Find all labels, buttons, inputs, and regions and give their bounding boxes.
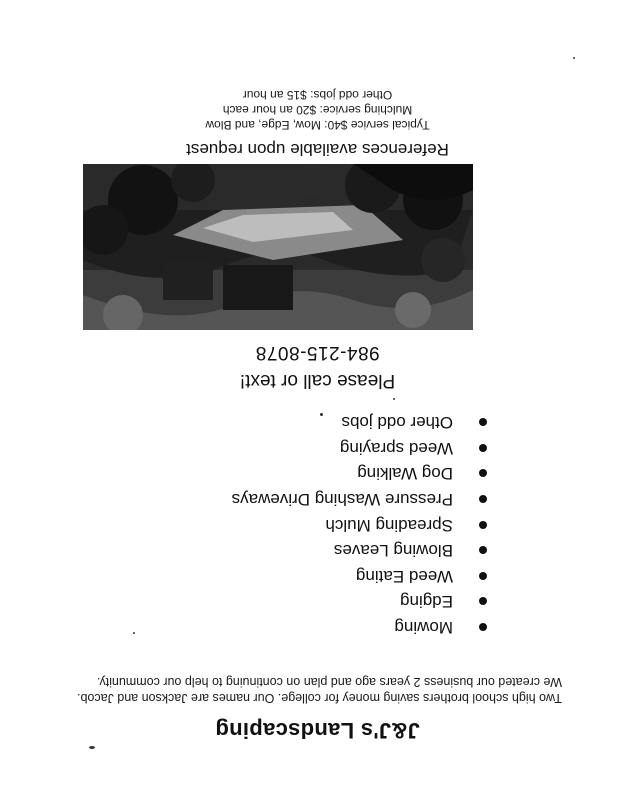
bullet-icon xyxy=(479,418,487,426)
service-item xyxy=(232,410,487,436)
service-label: Dog Walking xyxy=(357,464,453,484)
scan-speck xyxy=(133,632,135,634)
service-label: Spreading Mulch xyxy=(325,515,453,535)
service-label: Edging xyxy=(400,592,453,612)
bullet-icon xyxy=(479,623,487,631)
bullet-icon xyxy=(479,469,487,477)
service-item xyxy=(232,486,487,512)
service-item xyxy=(232,435,487,461)
contact-call-text: Please call or text! xyxy=(239,370,396,391)
service-label: Weed spraying xyxy=(339,438,453,458)
contact-phone-number: 984-215-8078 xyxy=(255,342,380,363)
intro-line: Two high school brothers saving money for college. Our names are Jackson and Jacob. xyxy=(77,691,562,705)
service-label: Weed Eating xyxy=(355,566,453,586)
service-item xyxy=(232,538,487,564)
bullet-icon xyxy=(479,572,487,580)
scan-speck xyxy=(89,746,95,749)
service-label: Mowing xyxy=(394,618,453,637)
service-label: Pressure Washing Driveways xyxy=(231,490,453,510)
services-list xyxy=(232,410,487,640)
bullet-icon xyxy=(479,521,487,529)
bullet-icon xyxy=(479,546,487,554)
bullet-icon xyxy=(479,597,487,605)
service-item xyxy=(232,563,487,589)
bullet-icon xyxy=(479,495,487,503)
bullet-icon xyxy=(479,444,487,452)
pricing-info xyxy=(0,87,635,132)
flyer-title: J&J's Landscaping xyxy=(215,718,420,743)
pricing-line: Mulching service: $20 an hour each xyxy=(222,103,413,117)
service-item xyxy=(232,512,487,538)
intro-line: We created our business 2 years ago and plan on continuing to help our community. xyxy=(96,675,562,689)
photo-artwork xyxy=(83,164,473,330)
service-item xyxy=(232,614,487,640)
scan-speck xyxy=(320,413,323,416)
pricing-line: Typical service $40: Mow, Edge, and Blow xyxy=(205,118,430,132)
pricing-line: Other odd jobs: $15 an hour xyxy=(242,88,393,102)
references-note: References available upon request xyxy=(186,140,449,159)
scan-speck xyxy=(393,398,395,400)
service-label: Other odd jobs xyxy=(341,413,453,433)
service-label: Blowing Leaves xyxy=(333,541,453,561)
landscaping-photo xyxy=(83,164,473,330)
service-item xyxy=(232,461,487,487)
service-item xyxy=(232,589,487,615)
scan-speck xyxy=(573,57,575,59)
intro-paragraph xyxy=(42,674,562,706)
